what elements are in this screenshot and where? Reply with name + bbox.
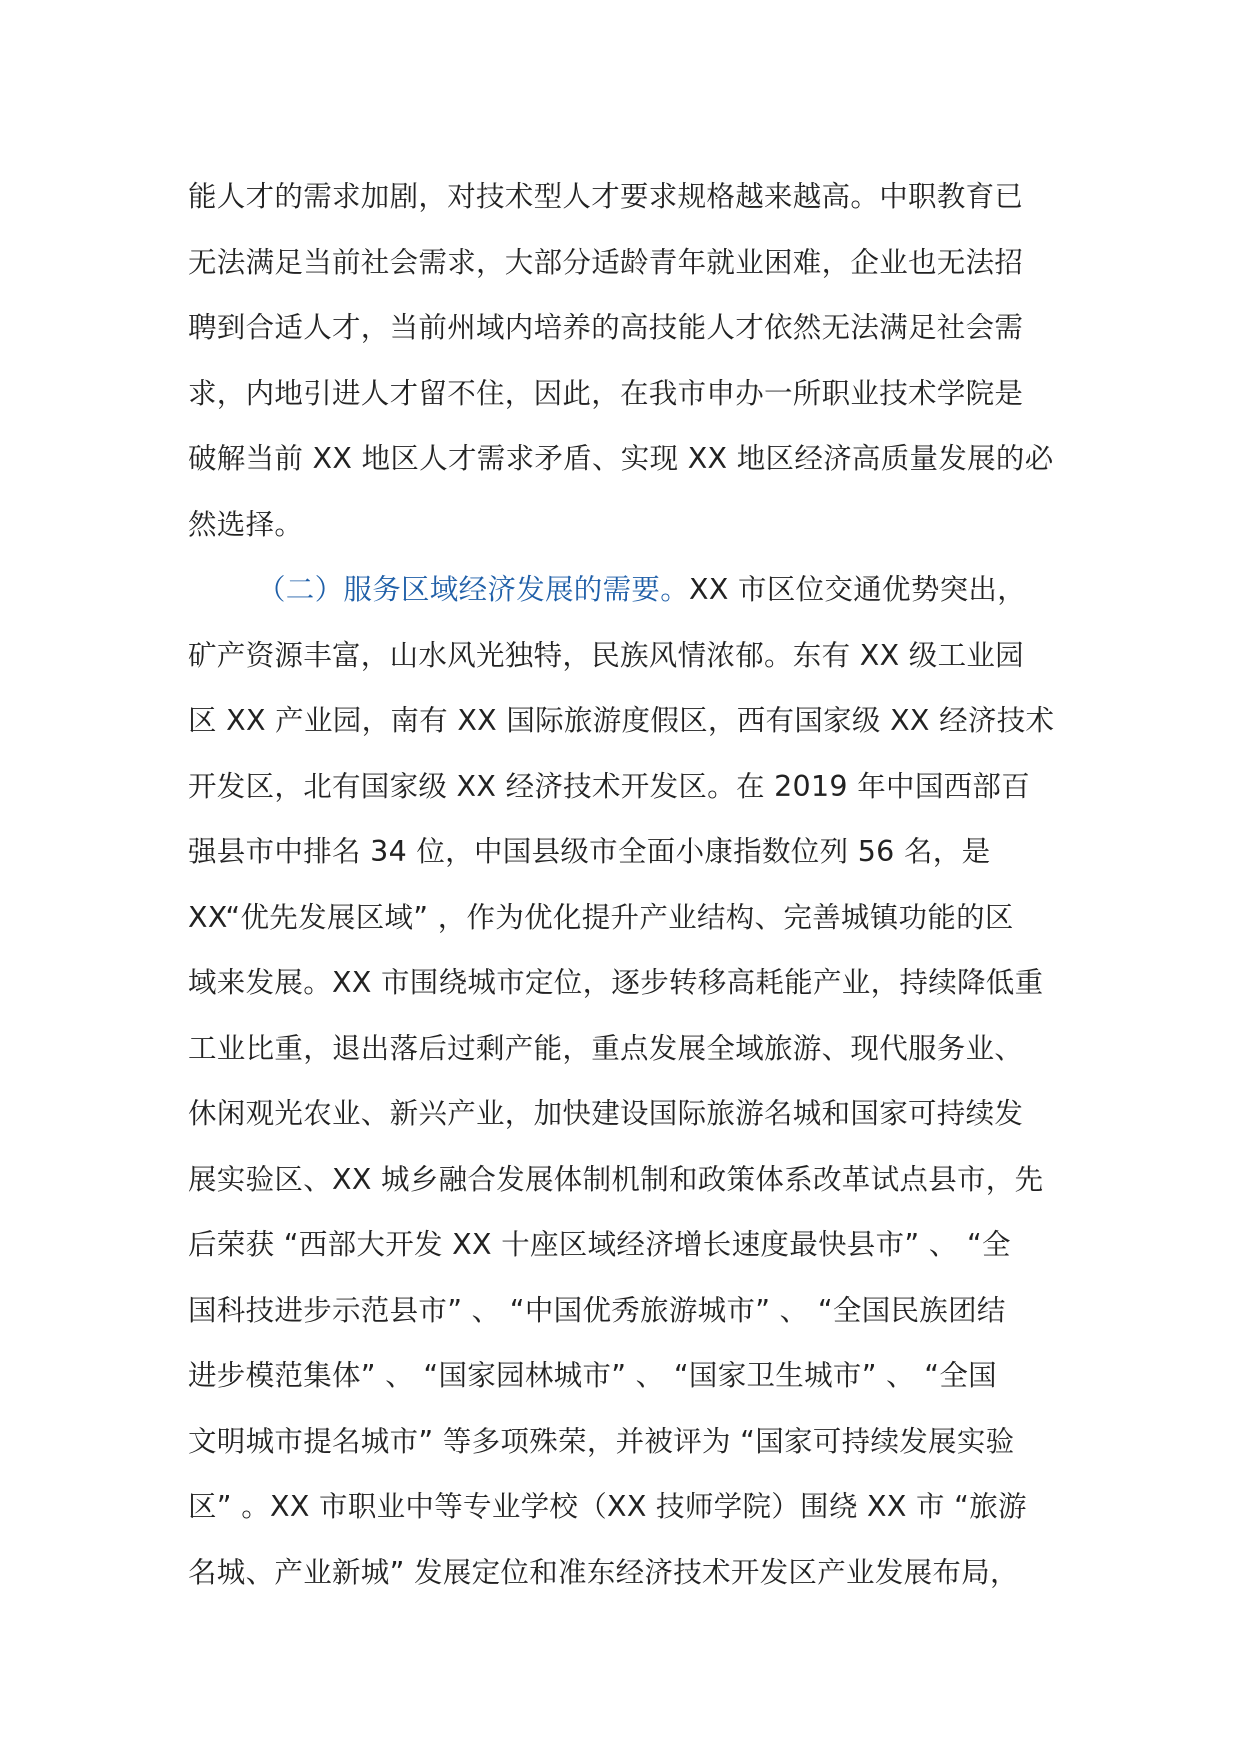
paragraph-2-line: 矿产资源丰富，山水风光独特，民族风情浓郁。东有 XX 级工业园 bbox=[188, 638, 1024, 672]
paragraph-1-line: 破解当前 XX 地区人才需求矛盾、实现 XX 地区经济高质量发展的必 bbox=[188, 442, 1054, 475]
paragraph-2-line: 工业比重，退出落后过剩产能，重点发展全域旅游、现代服务业、 bbox=[188, 1031, 1024, 1065]
paragraph-2-first-line bbox=[188, 557, 1068, 623]
paragraph-2-line: 国科技进步示范县市” 、 “中国优秀旅游城市” 、 “全国民族团结 bbox=[188, 1293, 1006, 1327]
paragraph-2-line: 名城、产业新城” 发展定位和准东经济技术开发区产业发展布局， bbox=[188, 1555, 1019, 1589]
paragraph-1-line: 无法满足当前社会需求，大部分适龄青年就业困难，企业也无法招 bbox=[188, 245, 1024, 279]
paragraph-2-line: 展实验区、XX 城乡融合发展体制机制和政策体系改革试点县市，先 bbox=[188, 1162, 1044, 1196]
paragraph-2-first-line-text: XX 市区位交通优势突出， bbox=[689, 573, 1027, 606]
paragraph-2-line: 域来发展。XX 市围绕城市定位，逐步转移高耗能产业，持续降低重 bbox=[188, 966, 1044, 999]
paragraph-2-line: 区 XX 产业园，南有 XX 国际旅游度假区，西有国家级 XX 经济技术 bbox=[188, 704, 1055, 737]
paragraph-2-line: 休闲观光农业、新兴产业，加快建设国际旅游名城和国家可持续发 bbox=[188, 1097, 1024, 1130]
paragraph-1-line: 求，内地引进人才留不住，因此，在我市申办一所职业技术学院是 bbox=[188, 376, 1024, 410]
paragraph-2-line: 开发区，北有国家级 XX 经济技术开发区。在 2019 年中国西部百 bbox=[188, 769, 1031, 803]
paragraph-1-line: 然选择。 bbox=[188, 507, 304, 541]
paragraph-1-line: 能人才的需求加剧，对技术型人才要求规格越来越高。中职教育已 bbox=[188, 180, 1024, 213]
paragraph-2-line: 区” 。XX 市职业中等专业学校（XX 技师学院）围绕 XX 市 “旅游 bbox=[188, 1490, 1027, 1523]
section-heading: （二）服务区域经济发展的需要。 bbox=[257, 573, 690, 606]
paragraph-1-line: 聘到合适人才，当前州域内培养的高技能人才依然无法满足社会需 bbox=[188, 311, 1024, 344]
paragraph-2 bbox=[188, 557, 1068, 1605]
paragraph-2-line: 后荣获 “西部大开发 XX 十座区域经济增长速度最快县市” 、 “全 bbox=[188, 1228, 1011, 1261]
paragraph-2-line: 文明城市提名城市” 等多项殊荣，并被评为 “国家可持续发展实验 bbox=[188, 1424, 1015, 1458]
paragraph-1 bbox=[188, 164, 1068, 557]
paragraph-2-line: 强县市中排名 34 位，中国县级市全面小康指数位列 56 名，是 bbox=[188, 835, 991, 868]
paragraph-2-line: 进步模范集体” 、 “国家园林城市” 、 “国家卫生城市” 、 “全国 bbox=[188, 1359, 997, 1392]
paragraph-2-line: XX“优先发展区域” ，作为优化提升产业结构、完善城镇功能的区 bbox=[188, 900, 1014, 934]
